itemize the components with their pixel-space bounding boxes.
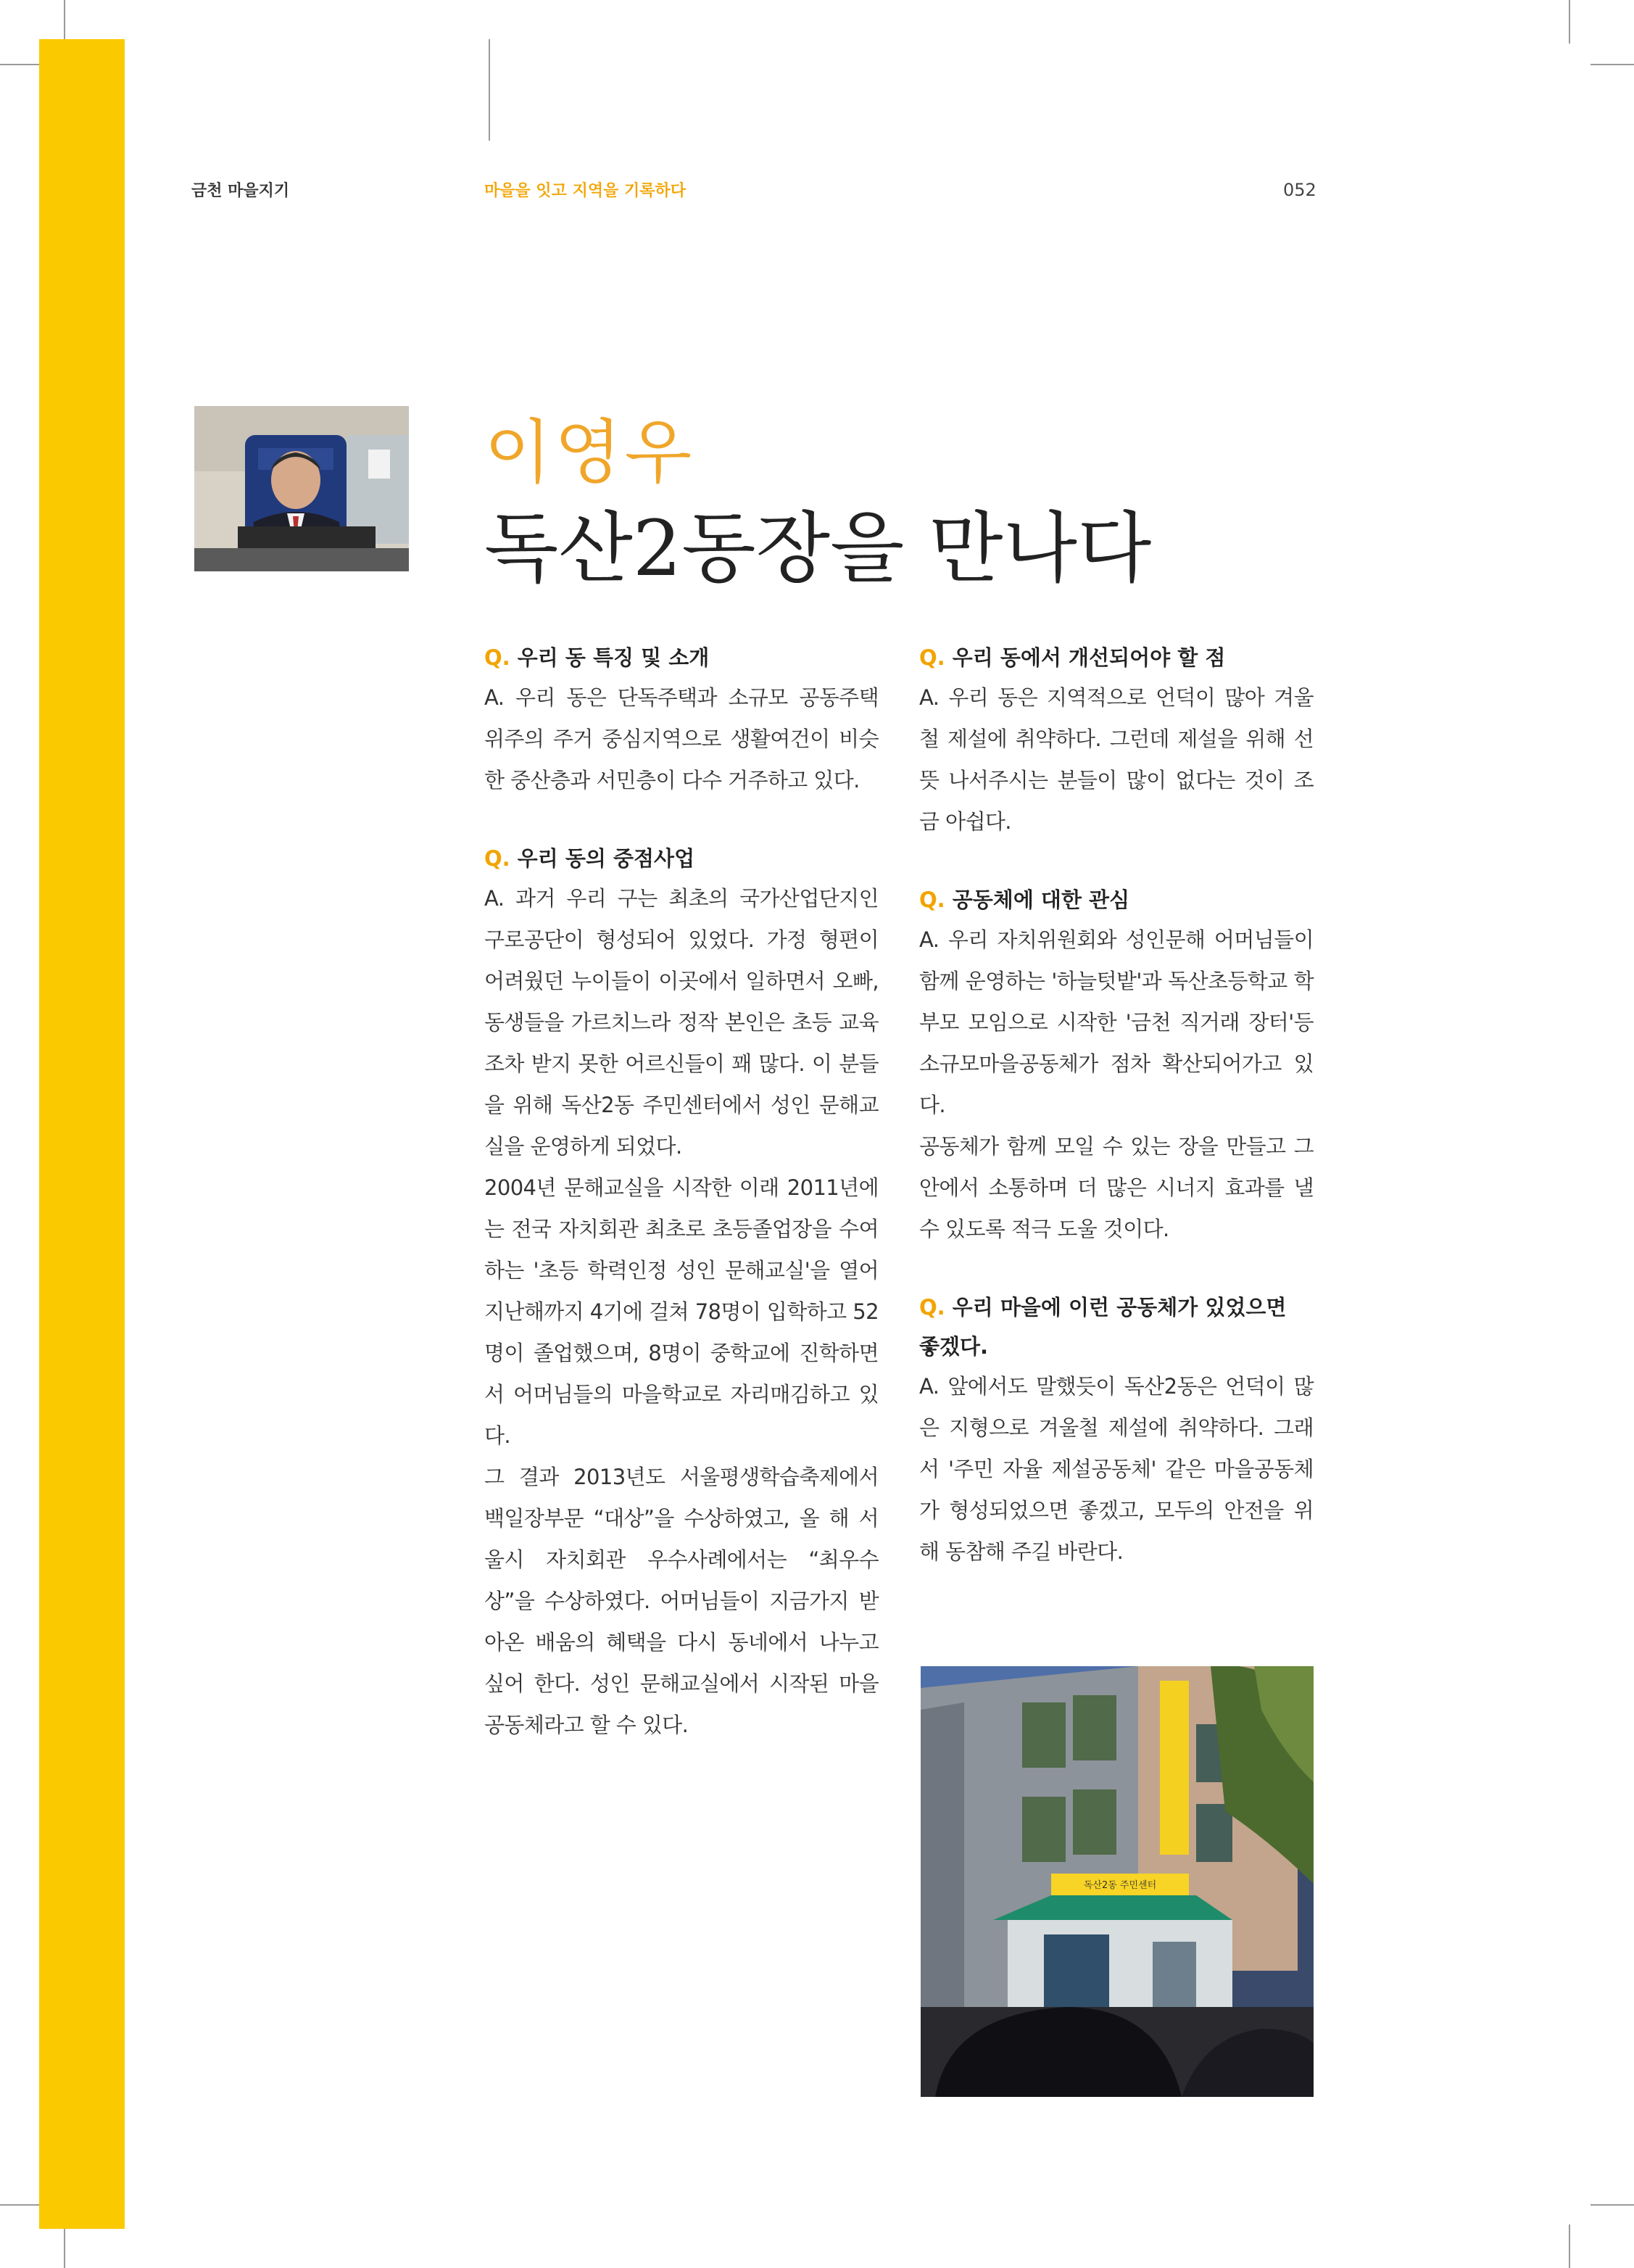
right-column [919, 638, 1314, 1573]
crop-mark [0, 64, 43, 65]
question-heading [919, 1288, 1314, 1366]
page-number: 052 [1283, 180, 1316, 200]
interviewee-name: 이영우 [484, 412, 695, 493]
question-text: 우리 동의 중점사업 [517, 846, 695, 871]
yellow-margin-bar [39, 39, 125, 2229]
crop-mark [0, 2204, 43, 2206]
crop-mark [1569, 0, 1570, 44]
question-heading [484, 638, 879, 677]
answer-paragraph: 공동체가 함께 모일 수 있는 장을 만들고 그 안에서 소통하며 더 많은 시너지 효과를 낼 수 있도록 적극 도울 것이다. [919, 1134, 1314, 1241]
question-text: 공동체에 대한 관심 [952, 887, 1130, 912]
question-heading [919, 880, 1314, 919]
question-heading [919, 638, 1314, 677]
answer-paragraph: A. 우리 동은 단독주택과 소규모 공동주택 위주의 주거 중심지역으로 생활여건이 비슷한 중산층과 서민층이 다수 거주하고 있다. [484, 685, 879, 792]
crop-mark [1591, 2204, 1634, 2206]
question-text: 우리 동에서 개선되어야 할 점 [952, 645, 1226, 670]
q-mark: Q. [919, 1295, 945, 1320]
building-photo [921, 1666, 1314, 2097]
portrait-photo [194, 406, 409, 571]
crop-mark [1591, 64, 1634, 65]
section-title: 마을을 잇고 지역을 기록하다 [484, 182, 687, 200]
crop-mark [64, 2224, 65, 2268]
answer-paragraph: A. 앞에서도 말했듯이 독산2동은 언덕이 많은 지형으로 겨울철 제설에 취약하다. 그래서 '주민 자율 제설공동체' 같은 마을공동체가 형성되었으면 좋겠고, 모두의 안전을 위해 동참해 주길 바란다. [919, 1374, 1314, 1564]
fold-line [489, 39, 490, 141]
q-mark: Q. [919, 887, 945, 912]
answer-paragraph: A. 우리 동은 지역적으로 언덕이 많아 겨울철 제설에 취약하다. 그런데 제설을 위해 선뜻 나서주시는 분들이 많이 없다는 것이 조금 아쉽다. [919, 685, 1314, 834]
answer-paragraph: 그 결과 2013년도 서울평생학습축제에서 백일장부문 “대상”을 수상하였고, 올 해 서울시 자치회관 우수사례에서는 “최우수상”을 수상하였다. 어머님들이 지금가지 받아온 배움의 혜택을 다시 동네에서 나누고 싶어 한다. 성인 문해교실에서 시작된 마을공동체라고 할 수 있다. [484, 1465, 879, 1737]
left-column [484, 638, 879, 1746]
answer-paragraph: A. 우리 자치위원회와 성인문해 어머님들이 함께 운영하는 '하늘텃밭'과 독산초등학교 학부모 모임으로 시작한 '금천 직거래 장터'등 소규모마을공동체가 점차 확산되어가고 있다. [919, 927, 1314, 1117]
question-text: 우리 동 특징 및 소개 [517, 645, 710, 670]
q-mark: Q. [484, 645, 510, 670]
q-mark: Q. [484, 846, 510, 871]
building-sign-text: 독산2동 주민센터 [1083, 1880, 1157, 1891]
q-mark: Q. [919, 645, 945, 670]
photo-icon [194, 406, 409, 571]
article-headline: 독산2동장을 만나다 [484, 504, 1152, 593]
photo-icon [921, 1666, 1314, 2097]
crop-mark [64, 0, 65, 44]
answer-paragraph: A. 과거 우리 구는 최초의 국가산업단지인 구로공단이 형성되어 있었다. 가정 형편이 어려웠던 누이들이 이곳에서 일하면서 오빠, 동생들을 가르치느라 정작 본인은 초등 교육조차 받지 못한 어르신들이 꽤 많다. 이 분들을 위해 독산2동 주민센터에서 성인 문해교실을 운영하게 되었다. [484, 886, 879, 1159]
crop-mark [1569, 2224, 1570, 2268]
answer-paragraph: 2004년 문해교실을 시작한 이래 2011년에는 전국 자치회관 최초로 초등졸업장을 수여하는 '초등 학력인정 성인 문해교실'을 열어 지난해까지 4기에 걸쳐 78명이 입학하고 52명이 졸업했으며, 8명이 중학교에 진학하면서 어머님들의 마을학교로 자리매김하고 있다. [484, 1175, 879, 1448]
book-title: 금천 마을지기 [191, 182, 290, 200]
question-heading [484, 839, 879, 878]
question-text: 우리 마을에 이런 공동체가 있었으면 좋겠다. [919, 1295, 1287, 1359]
